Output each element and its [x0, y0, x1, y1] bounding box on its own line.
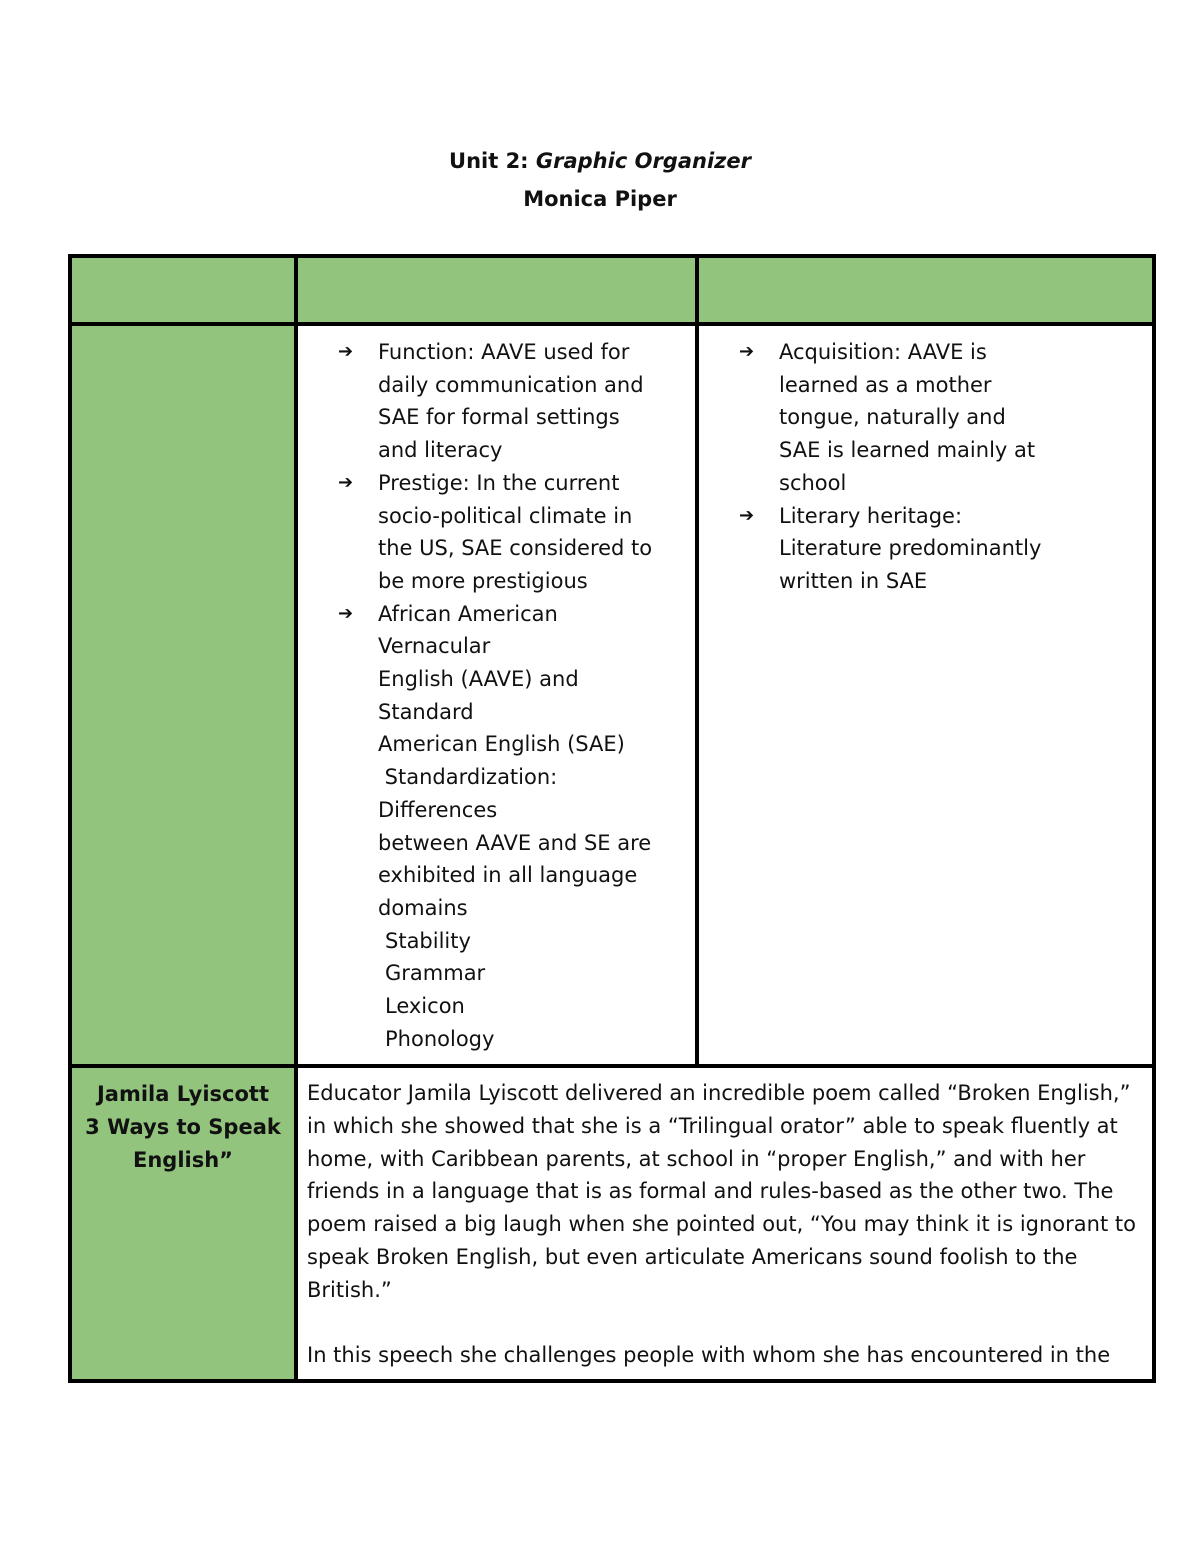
bullet-line: Acquisition: AAVE is	[779, 340, 987, 364]
bullet-line: English (AAVE) and	[378, 667, 579, 692]
bullet-line: Standard	[378, 699, 474, 724]
bullet-line: written in SAE	[779, 568, 928, 593]
bullet-line: Differences	[378, 797, 498, 822]
bullet-line: SAE for formal settings	[378, 405, 620, 430]
author-name: Monica Piper	[523, 187, 677, 211]
table-label-column	[72, 322, 294, 1379]
row-divider-1	[72, 322, 1156, 326]
list-item	[338, 467, 688, 598]
graphic-organizer-table	[68, 254, 1156, 1383]
sub-item-lexicon: Lexicon	[385, 994, 465, 1019]
column-divider-2	[695, 258, 699, 1068]
table-header-row	[72, 258, 1152, 322]
label-line: 3 Ways to Speak	[85, 1115, 281, 1139]
bullet-line: be more prestigious	[378, 568, 588, 593]
bullet-line: between AAVE and SE are	[378, 830, 652, 855]
description-paragraph-1: Educator Jamila Lyiscott delivered an incredible poem called “Broken English,” in which she showed that she is a “Trilingual orator” able to speak fluently at home, with Caribbean parents, at school in “proper English,” and with her friends in a language that is as formal and rules-based as the other two. The poem raised a big laugh when she pointed out, “You may think it is ignorant to speak Broken English, but even articulate Americans sound foolish to the British.”	[307, 1081, 1136, 1302]
bullet-line: learned as a mother	[779, 372, 992, 397]
bullet-line: Vernacular	[378, 634, 491, 659]
label-line: English”	[133, 1148, 233, 1172]
bullet-line: school	[779, 470, 847, 495]
bullet-line: Literary heritage:	[779, 503, 963, 528]
bullet-line: Literature predominantly	[779, 536, 1042, 561]
col2-bullet-list	[338, 336, 688, 1055]
row1-col2-notes	[338, 336, 688, 1055]
paragraph-gap	[307, 1307, 1152, 1340]
bullet-line: African American	[378, 601, 558, 626]
sub-item-grammar: Grammar	[385, 961, 486, 986]
bullet-line: tongue, naturally and	[779, 405, 1006, 430]
row1-col3-notes	[739, 336, 1139, 598]
bullet-line: exhibited in all language	[378, 863, 638, 888]
sub-item-stability: Stability	[385, 928, 471, 953]
arrow-right-icon: ➔	[338, 471, 354, 493]
subtitle: Graphic Organizer	[535, 149, 751, 173]
unit-label: Unit 2:	[449, 149, 529, 173]
bullet-line: Prestige: In the current	[378, 470, 620, 495]
bullet-line: socio-political climate in	[378, 503, 633, 528]
row2-label	[72, 1068, 294, 1177]
bullet-line: daily communication and	[378, 372, 644, 397]
bullet-line: Standardization:	[378, 765, 558, 790]
sub-item-phonology: Phonology	[385, 1026, 495, 1051]
row2-description	[307, 1077, 1152, 1372]
list-item	[338, 598, 688, 1056]
bullet-line: domains	[378, 895, 468, 920]
title-line	[0, 142, 1200, 180]
label-line: Jamila Lyiscott	[96, 1082, 270, 1106]
description-paragraph-2: In this speech she challenges people with whom she has encountered in the	[307, 1343, 1111, 1368]
arrow-right-icon: ➔	[338, 341, 354, 362]
bullet-line: Function: AAVE used for	[378, 340, 630, 364]
document-title	[0, 142, 1200, 218]
arrow-right-icon: ➔	[739, 504, 755, 526]
list-item	[739, 336, 1139, 500]
arrow-right-icon: ➔	[338, 602, 354, 624]
bullet-line: SAE is learned mainly at	[779, 438, 1036, 463]
bullet-line: and literacy	[378, 438, 503, 463]
bullet-line: the US, SAE considered to	[378, 536, 653, 561]
arrow-right-icon: ➔	[739, 341, 755, 362]
bullet-line: American English (SAE)	[378, 732, 625, 757]
list-item	[338, 336, 688, 467]
list-item	[739, 500, 1139, 598]
column-divider-1	[294, 258, 298, 1383]
col3-bullet-list	[739, 336, 1139, 598]
